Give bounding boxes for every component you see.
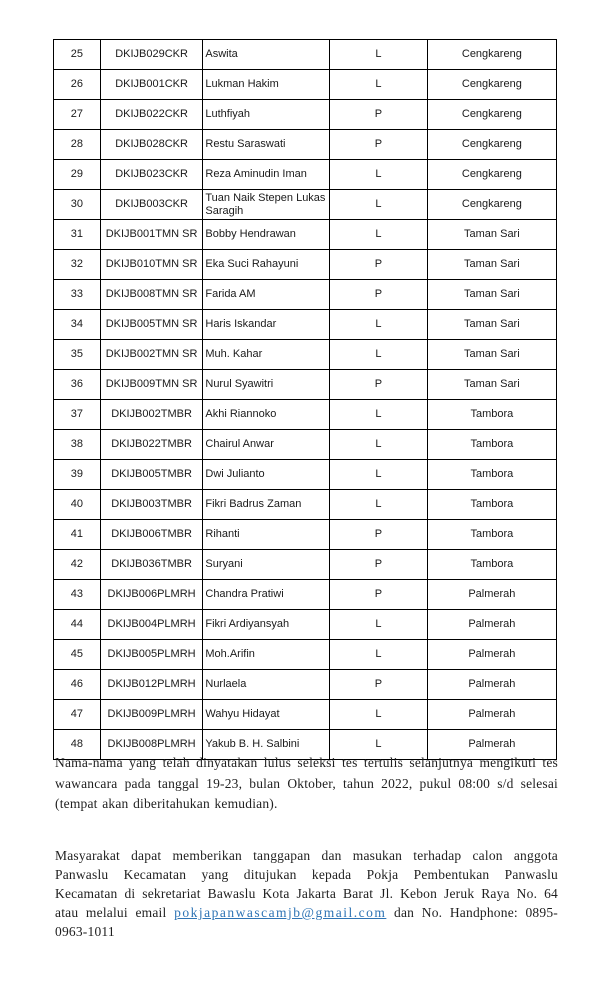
cell-district: Cengkareng: [427, 70, 556, 100]
cell-name: Chandra Pratiwi: [203, 580, 330, 610]
cell-district: Cengkareng: [427, 190, 556, 220]
cell-gender: L: [330, 70, 428, 100]
cell-district: Taman Sari: [427, 280, 556, 310]
cell-name: Dwi Julianto: [203, 460, 330, 490]
table-row: [54, 310, 557, 340]
cell-district: Tambora: [427, 490, 556, 520]
cell-name: Chairul Anwar: [203, 430, 330, 460]
cell-district: Palmerah: [427, 670, 556, 700]
cell-name: Moh.Arifin: [203, 640, 330, 670]
cell-gender: P: [330, 370, 428, 400]
table-row: [54, 190, 557, 220]
cell-code: DKIJB009PLMRH: [100, 700, 203, 730]
cell-no: 45: [54, 640, 101, 670]
cell-name: Bobby Hendrawan: [203, 220, 330, 250]
cell-code: DKIJB006PLMRH: [100, 580, 203, 610]
paragraph-interview-schedule: Nama-nama yang telah dinyatakan lulus seleksi tes tertulis selanjutnya mengikuti tes wawancara pada tanggal 19-23, bulan Oktober, tahun 2022, pukul 08:00 s/d selesai (tempat akan diberitahukan kemudian).: [55, 755, 558, 811]
cell-name: Haris Iskandar: [203, 310, 330, 340]
cell-code: DKIJB008TMN SR: [100, 280, 203, 310]
cell-no: 48: [54, 730, 101, 760]
cell-no: 35: [54, 340, 101, 370]
table-row: [54, 430, 557, 460]
table-row: [54, 100, 557, 130]
cell-code: DKIJB012PLMRH: [100, 670, 203, 700]
cell-name: Akhi Riannoko: [203, 400, 330, 430]
cell-gender: L: [330, 640, 428, 670]
cell-district: Tambora: [427, 460, 556, 490]
cell-district: Palmerah: [427, 640, 556, 670]
cell-no: 41: [54, 520, 101, 550]
cell-gender: P: [330, 130, 428, 160]
cell-name: Restu Saraswati: [203, 130, 330, 160]
table-row: [54, 160, 557, 190]
table-row: [54, 700, 557, 730]
cell-name: Fikri Ardiyansyah: [203, 610, 330, 640]
cell-no: 47: [54, 700, 101, 730]
table-row: [54, 280, 557, 310]
feedback-text-after-email: dan No. Handphone: 0895-0963-1011: [55, 905, 558, 939]
table-row: [54, 40, 557, 70]
cell-no: 34: [54, 310, 101, 340]
cell-code: DKIJB029CKR: [100, 40, 203, 70]
cell-district: Tambora: [427, 400, 556, 430]
cell-gender: P: [330, 670, 428, 700]
cell-no: 40: [54, 490, 101, 520]
email-link[interactable]: pokjapanwascamjb@gmail.com: [174, 905, 387, 920]
cell-code: DKIJB009TMN SR: [100, 370, 203, 400]
cell-gender: L: [330, 400, 428, 430]
cell-code: DKIJB003CKR: [100, 190, 203, 220]
cell-gender: L: [330, 310, 428, 340]
cell-district: Taman Sari: [427, 220, 556, 250]
cell-district: Taman Sari: [427, 370, 556, 400]
cell-name: Farida AM: [203, 280, 330, 310]
cell-gender: P: [330, 580, 428, 610]
table-row: [54, 640, 557, 670]
cell-gender: P: [330, 100, 428, 130]
cell-name: Yakub B. H. Salbini: [203, 730, 330, 760]
cell-no: 42: [54, 550, 101, 580]
cell-no: 38: [54, 430, 101, 460]
cell-gender: L: [330, 490, 428, 520]
cell-district: Taman Sari: [427, 340, 556, 370]
cell-code: DKIJB001TMN SR: [100, 220, 203, 250]
table-row: [54, 550, 557, 580]
cell-district: Palmerah: [427, 730, 556, 760]
table-row: [54, 400, 557, 430]
cell-gender: L: [330, 460, 428, 490]
cell-district: Taman Sari: [427, 310, 556, 340]
cell-no: 32: [54, 250, 101, 280]
cell-no: 27: [54, 100, 101, 130]
candidate-results-table: [53, 39, 557, 760]
cell-code: DKIJB004PLMRH: [100, 610, 203, 640]
cell-no: 39: [54, 460, 101, 490]
cell-code: DKIJB002TMN SR: [100, 340, 203, 370]
cell-district: Palmerah: [427, 700, 556, 730]
cell-name: Aswita: [203, 40, 330, 70]
cell-gender: L: [330, 730, 428, 760]
cell-gender: P: [330, 280, 428, 310]
cell-name: Luthfiyah: [203, 100, 330, 130]
cell-no: 25: [54, 40, 101, 70]
table-row: [54, 460, 557, 490]
cell-gender: L: [330, 340, 428, 370]
cell-no: 43: [54, 580, 101, 610]
cell-gender: L: [330, 190, 428, 220]
table-row: [54, 490, 557, 520]
cell-no: 37: [54, 400, 101, 430]
cell-gender: L: [330, 610, 428, 640]
cell-gender: L: [330, 160, 428, 190]
cell-no: 36: [54, 370, 101, 400]
cell-code: DKIJB023CKR: [100, 160, 203, 190]
cell-gender: L: [330, 40, 428, 70]
cell-name: Lukman Hakim: [203, 70, 330, 100]
feedback-text-before-email: Masyarakat dapat memberikan tanggapan dan masukan terhadap calon anggota Panwaslu Kecamatan yang ditujukan kepada Pokja Pembentukan Panwaslu Kecamatan di sekretariat Bawaslu Kota Jakarta Barat Jl. Kebon Jeruk Raya No. 64 atau melalui email: [55, 848, 558, 920]
cell-district: Tambora: [427, 550, 556, 580]
table-row: [54, 220, 557, 250]
cell-no: 44: [54, 610, 101, 640]
cell-no: 31: [54, 220, 101, 250]
cell-district: Cengkareng: [427, 160, 556, 190]
cell-code: DKIJB036TMBR: [100, 550, 203, 580]
table-row: [54, 670, 557, 700]
cell-district: Cengkareng: [427, 40, 556, 70]
cell-no: 30: [54, 190, 101, 220]
cell-name: Fikri Badrus Zaman: [203, 490, 330, 520]
cell-no: 33: [54, 280, 101, 310]
cell-name: Tuan Naik Stepen Lukas Saragih: [203, 190, 330, 220]
cell-district: Cengkareng: [427, 130, 556, 160]
cell-name: Rihanti: [203, 520, 330, 550]
table-row: [54, 70, 557, 100]
cell-district: Tambora: [427, 430, 556, 460]
cell-gender: L: [330, 700, 428, 730]
table-row: [54, 370, 557, 400]
table-row: [54, 580, 557, 610]
cell-no: 46: [54, 670, 101, 700]
cell-code: DKIJB022CKR: [100, 100, 203, 130]
paragraph-public-feedback: [55, 846, 558, 941]
cell-gender: P: [330, 520, 428, 550]
table-row: [54, 520, 557, 550]
cell-name: Nurul Syawitri: [203, 370, 330, 400]
cell-code: DKIJB001CKR: [100, 70, 203, 100]
cell-code: DKIJB006TMBR: [100, 520, 203, 550]
cell-name: Nurlaela: [203, 670, 330, 700]
cell-code: DKIJB005PLMRH: [100, 640, 203, 670]
table-row: [54, 340, 557, 370]
cell-district: Palmerah: [427, 610, 556, 640]
table-row: [54, 250, 557, 280]
table-body: [54, 40, 557, 760]
cell-gender: L: [330, 220, 428, 250]
cell-no: 28: [54, 130, 101, 160]
cell-district: Palmerah: [427, 580, 556, 610]
cell-code: DKIJB008PLMRH: [100, 730, 203, 760]
cell-name: Reza Aminudin Iman: [203, 160, 330, 190]
cell-name: Eka Suci Rahayuni: [203, 250, 330, 280]
cell-code: DKIJB005TMBR: [100, 460, 203, 490]
table-row: [54, 130, 557, 160]
cell-district: Tambora: [427, 520, 556, 550]
cell-code: DKIJB005TMN SR: [100, 310, 203, 340]
cell-gender: P: [330, 550, 428, 580]
cell-no: 29: [54, 160, 101, 190]
cell-code: DKIJB010TMN SR: [100, 250, 203, 280]
cell-name: Muh. Kahar: [203, 340, 330, 370]
cell-code: DKIJB022TMBR: [100, 430, 203, 460]
cell-district: Cengkareng: [427, 100, 556, 130]
cell-district: Taman Sari: [427, 250, 556, 280]
cell-gender: L: [330, 430, 428, 460]
cell-no: 26: [54, 70, 101, 100]
cell-code: DKIJB002TMBR: [100, 400, 203, 430]
cell-code: DKIJB003TMBR: [100, 490, 203, 520]
cell-name: Wahyu Hidayat: [203, 700, 330, 730]
cell-gender: P: [330, 250, 428, 280]
cell-name: Suryani: [203, 550, 330, 580]
table-row: [54, 610, 557, 640]
cell-code: DKIJB028CKR: [100, 130, 203, 160]
